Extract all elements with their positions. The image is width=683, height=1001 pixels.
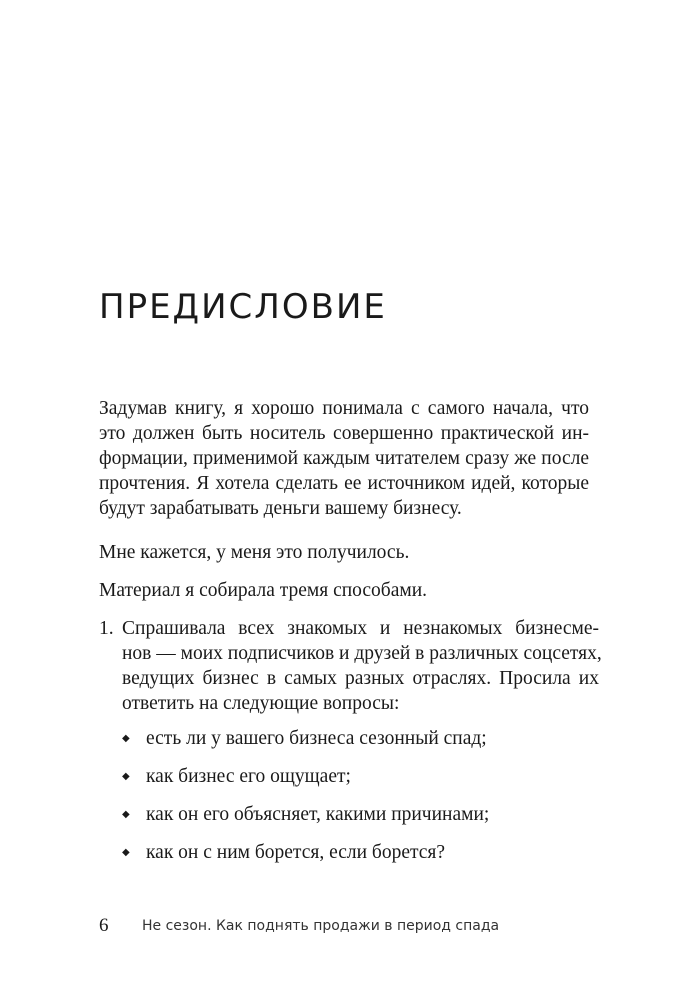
text-line: нов — моих подписчиков и друзей в различных соцсетях, xyxy=(122,643,602,664)
bullet-icon: ◆ xyxy=(122,847,130,858)
paragraph xyxy=(99,578,589,603)
text-line: Материал я собирала тремя способами. xyxy=(99,580,428,601)
text-line: Спрашивала всех знакомых и незнакомых бизнесме- xyxy=(122,618,599,639)
bullet-item: как он с ним борется, если борется? xyxy=(146,842,446,863)
bullet-icon: ◆ xyxy=(122,809,130,820)
text-line: формации, применимой каждым читателем сразу же после xyxy=(99,448,589,469)
list-number: 1. xyxy=(99,618,114,639)
bullet-item: есть ли у вашего бизнеса сезонный спад; xyxy=(146,728,487,749)
text-line: будут зарабатывать деньги вашему бизнесу. xyxy=(99,498,462,519)
text-line: ведущих бизнес в самых разных отраслях. Просила их xyxy=(122,668,599,689)
text-line: это должен быть носитель совершенно практической ин- xyxy=(99,423,589,444)
list-item-text xyxy=(122,616,602,716)
running-footer-title: Не сезон. Как поднять продажи в период спада xyxy=(142,918,500,934)
text-line: ответить на следующие вопросы: xyxy=(122,693,400,714)
bullet-item: как бизнес его ощущает; xyxy=(146,766,351,787)
paragraph xyxy=(99,540,589,565)
text-line: прочтения. Я хотела сделать ее источником идей, которые xyxy=(99,473,589,494)
bullet-icon: ◆ xyxy=(122,733,130,744)
intro-paragraph xyxy=(99,396,589,521)
bullet-item: как он его объясняет, какими причинами; xyxy=(146,804,490,825)
text-line: Задумав книгу, я хорошо понимала с самого начала, что xyxy=(99,398,589,419)
text-line: Мне кажется, у меня это получилось. xyxy=(99,542,410,563)
chapter-heading: ПРЕДИСЛОВИЕ xyxy=(99,287,387,327)
page-number: 6 xyxy=(99,915,109,936)
bullet-icon: ◆ xyxy=(122,771,130,782)
